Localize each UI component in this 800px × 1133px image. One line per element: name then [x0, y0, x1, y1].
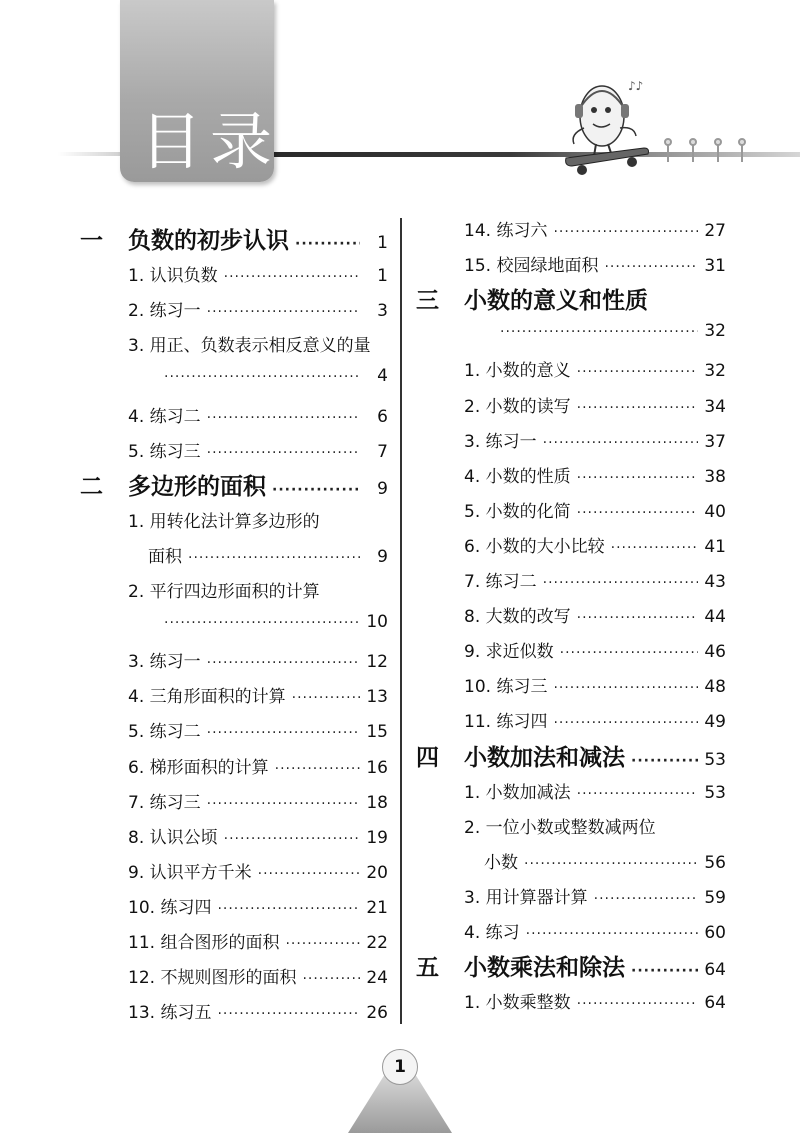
toc-page-number: 21: [366, 897, 388, 918]
toc-entry-label: 1. 用转化法计算多边形的: [128, 511, 320, 532]
toc-page-number: 19: [366, 827, 388, 848]
toc-page-number: 34: [704, 396, 726, 417]
dot-leader: [543, 435, 698, 451]
toc-entry-label: 3. 用计算器计算: [464, 887, 588, 908]
toc-section-row[interactable]: [484, 848, 726, 873]
dot-leader: [524, 856, 698, 872]
dot-leader: [272, 482, 360, 498]
toc-section-row[interactable]: [128, 507, 388, 532]
toc-section-row[interactable]: [128, 717, 388, 742]
toc-section-row[interactable]: [464, 672, 726, 697]
toc-page-number: 10: [366, 612, 388, 633]
toc-entry-label: 2. 平行四边形面积的计算: [128, 582, 320, 602]
toc-page-number: 32: [704, 361, 726, 382]
dot-leader: [577, 786, 698, 802]
toc-page-number: 24: [366, 968, 388, 989]
toc-entry-label: 2. 练习一: [128, 301, 201, 322]
dot-leader: [577, 505, 698, 521]
dot-leader: [577, 610, 698, 626]
toc-section-row[interactable]: [464, 356, 726, 381]
toc-section-row[interactable]: [464, 778, 726, 803]
toc-entry-label: 2. 小数的读写: [464, 396, 571, 417]
dot-leader: [302, 971, 360, 987]
toc-section-row[interactable]: [464, 216, 726, 241]
toc-section-row[interactable]: [128, 998, 388, 1023]
chapter-number: 四: [416, 744, 439, 771]
toc-section-row[interactable]: [464, 532, 726, 557]
toc-entry-label: 1. 小数的意义: [464, 361, 571, 382]
dot-leader: [577, 364, 698, 380]
svg-text:♪♪: ♪♪: [628, 79, 644, 93]
toc-section-row[interactable]: [494, 321, 726, 341]
toc-page-number: 46: [704, 642, 726, 663]
toc-section-row[interactable]: [128, 402, 388, 427]
toc-page-number: 53: [704, 782, 726, 803]
toc-page-number: 6: [377, 406, 388, 427]
toc-section-row[interactable]: [158, 612, 388, 632]
toc-entry-label: 3. 练习一: [464, 431, 537, 452]
toc-section-row[interactable]: [128, 823, 388, 848]
toc-section-row[interactable]: [464, 567, 726, 592]
toc-page-number: 64: [704, 960, 726, 981]
dot-leader: [258, 866, 360, 882]
toc-page-number: 9: [377, 478, 388, 499]
dot-leader: [188, 550, 360, 566]
dot-leader: [207, 796, 360, 812]
toc-entry-label: 1. 认识负数: [128, 266, 218, 287]
toc-entry-label: 10. 练习四: [128, 897, 212, 918]
toc-chapter-row[interactable]: [80, 468, 388, 501]
dot-leader: [164, 369, 360, 385]
mascot-illustration: [560, 78, 800, 188]
toc-section-row[interactable]: [158, 366, 388, 386]
chapter-number: 五: [416, 955, 439, 982]
dot-leader: [560, 645, 698, 661]
toc-entry-label: 7. 练习二: [464, 572, 537, 592]
toc-section-row[interactable]: [128, 647, 388, 672]
toc-page-number: 27: [704, 221, 726, 241]
toc-page-number: 13: [366, 687, 388, 708]
dot-leader: [224, 269, 360, 285]
toc-page-number: 38: [704, 466, 726, 487]
toc-entry-label: 1. 小数乘整数: [464, 993, 571, 1014]
toc-section-row[interactable]: [128, 682, 388, 707]
dot-leader: [217, 1006, 360, 1022]
toc-section-row[interactable]: [464, 988, 726, 1013]
toc-section-row[interactable]: [128, 928, 388, 953]
toc-page-number: 16: [366, 757, 388, 778]
dot-leader: [543, 575, 698, 591]
ring-decorations: [665, 139, 745, 162]
toc-page-number: 64: [704, 993, 726, 1014]
toc-section-row[interactable]: [464, 602, 726, 627]
toc-page-number: 1: [377, 233, 388, 253]
toc-page-number: 41: [704, 536, 726, 557]
toc-page-number: 15: [366, 722, 388, 743]
toc-entry-label: 12. 不规则图形的面积: [128, 968, 297, 989]
header-rule-left: [58, 152, 122, 156]
dot-leader: [631, 963, 698, 979]
toc-page-number: 60: [704, 923, 726, 943]
toc-entry-label: 11. 练习四: [464, 712, 548, 733]
toc-page-number: 22: [366, 933, 388, 953]
toc-section-row[interactable]: [464, 392, 726, 417]
toc-entry-label: 5. 小数的化简: [464, 501, 571, 522]
toc-section-row[interactable]: [128, 437, 388, 462]
toc-entry-label: 4. 练习: [464, 923, 520, 943]
toc-entry-label: 14. 练习六: [464, 221, 548, 241]
toc-entry-label: 5. 练习二: [128, 722, 201, 743]
toc-page-number: 44: [704, 607, 726, 628]
toc-page-number: 40: [704, 501, 726, 522]
column-divider: [400, 218, 402, 1024]
toc-page-number: 3: [377, 301, 388, 322]
dot-leader: [275, 761, 360, 777]
dot-leader: [292, 690, 360, 706]
page-number: 1: [382, 1049, 418, 1085]
toc-section-row[interactable]: [464, 251, 726, 276]
toc-section-row[interactable]: [128, 963, 388, 988]
dot-leader: [604, 259, 698, 275]
dot-leader: [217, 901, 360, 917]
dot-leader: [577, 470, 698, 486]
toc-entry-label: 3. 用正、负数表示相反意义的量: [128, 336, 371, 357]
toc-page-number: 1: [377, 266, 388, 287]
toc-entry-label: 小数的意义和性质: [464, 288, 648, 315]
toc-entry-label: 4. 小数的性质: [464, 466, 571, 487]
toc-chapter-row[interactable]: [416, 949, 726, 982]
toc-page-number: 7: [377, 441, 388, 462]
dot-leader: [611, 540, 698, 556]
toc-page-number: 37: [704, 431, 726, 452]
toc-entry-label: 负数的初步认识: [128, 228, 289, 254]
toc-page-number: 18: [366, 792, 388, 813]
toc-entry-label: 8. 大数的改写: [464, 607, 571, 628]
dot-leader: [164, 615, 360, 631]
toc-section-row[interactable]: [128, 261, 388, 286]
toc-entry-label: 3. 练习一: [128, 652, 201, 673]
toc-entry-label: 多边形的面积: [128, 473, 266, 500]
toc-entry-label: 10. 练习三: [464, 677, 548, 698]
toc-entry-label: 2. 一位小数或整数减两位: [464, 817, 656, 838]
dot-leader: [577, 996, 698, 1012]
chapter-number: 三: [416, 288, 439, 315]
chapter-number: 二: [80, 473, 103, 500]
dot-leader: [295, 236, 360, 252]
toc-entry-label: 9. 求近似数: [464, 642, 554, 663]
toc-entry-label: 小数加法和减法: [464, 744, 625, 771]
toc-section-row[interactable]: [464, 918, 726, 943]
toc-section-row[interactable]: [464, 813, 726, 838]
dot-leader: [553, 715, 698, 731]
toc-page-number: 32: [704, 321, 726, 342]
toc-page-number: 43: [704, 572, 726, 592]
toc-page-number: 26: [366, 1003, 388, 1024]
toc-chapter-row[interactable]: [416, 739, 726, 772]
toc-section-row[interactable]: [464, 497, 726, 522]
toc-page-number: 12: [366, 652, 388, 673]
toc-section-row[interactable]: [464, 427, 726, 452]
toc-entry-label: 8. 认识公顷: [128, 827, 218, 848]
toc-entry-label: 面积: [148, 546, 182, 567]
toc-entry-label: 13. 练习五: [128, 1003, 212, 1024]
toc-page-number: 53: [704, 749, 726, 770]
toc-section-row[interactable]: [464, 707, 726, 732]
toc-section-row[interactable]: [464, 637, 726, 662]
toc-entry-label: 15. 校园绿地面积: [464, 256, 599, 277]
toc-entry-label: 小数乘法和除法: [464, 955, 625, 982]
toc-entry-label: 6. 小数的大小比较: [464, 536, 605, 557]
dot-leader: [553, 224, 698, 240]
toc-page-number: 9: [377, 546, 388, 567]
toc-page-number: 48: [704, 677, 726, 698]
toc-section-row[interactable]: [128, 788, 388, 813]
toc-entry-label: 9. 认识平方千米: [128, 862, 252, 883]
dot-leader: [594, 891, 698, 907]
toc-section-row[interactable]: [128, 331, 388, 356]
dot-leader: [207, 304, 360, 320]
chapter-number: 一: [80, 228, 103, 254]
toc-entry-label: 1. 小数加减法: [464, 782, 571, 803]
dot-leader: [207, 655, 360, 671]
toc-page-number: 49: [704, 712, 726, 733]
toc-section-row[interactable]: [128, 893, 388, 918]
dot-leader: [207, 410, 360, 426]
toc-page-number: 20: [366, 862, 388, 883]
toc-chapter-row[interactable]: [416, 282, 726, 315]
toc-section-row[interactable]: [464, 462, 726, 487]
toc-entry-label: 4. 练习二: [128, 406, 201, 427]
toc-section-row[interactable]: [128, 858, 388, 883]
toc-entry-label: 11. 组合图形的面积: [128, 933, 280, 953]
page-title: 目录: [140, 105, 281, 178]
toc-section-row[interactable]: [128, 753, 388, 778]
toc-entry-label: 7. 练习三: [128, 792, 201, 813]
toc-entry-label: 6. 梯形面积的计算: [128, 757, 269, 778]
toc-section-row[interactable]: [148, 542, 388, 567]
toc-page-number: 31: [704, 256, 726, 277]
dot-leader: [577, 400, 698, 416]
dot-leader: [526, 926, 698, 942]
dot-leader: [553, 680, 698, 696]
dot-leader: [285, 936, 360, 952]
dot-leader: [631, 753, 698, 769]
toc-chapter-row[interactable]: [80, 222, 388, 255]
toc-section-row[interactable]: [128, 577, 388, 602]
dot-leader: [500, 324, 698, 340]
toc-entry-label: 4. 三角形面积的计算: [128, 687, 286, 708]
toc-section-row[interactable]: [464, 883, 726, 908]
toc-entry-label: 5. 练习三: [128, 441, 201, 462]
toc-page-number: 56: [704, 852, 726, 873]
dot-leader: [207, 725, 360, 741]
dot-leader: [207, 445, 360, 461]
dot-leader: [224, 831, 360, 847]
toc-entry-label: 小数: [484, 852, 518, 873]
toc-section-row[interactable]: [128, 296, 388, 321]
toc-page-number: 4: [377, 366, 388, 387]
toc-page-number: 59: [704, 887, 726, 908]
